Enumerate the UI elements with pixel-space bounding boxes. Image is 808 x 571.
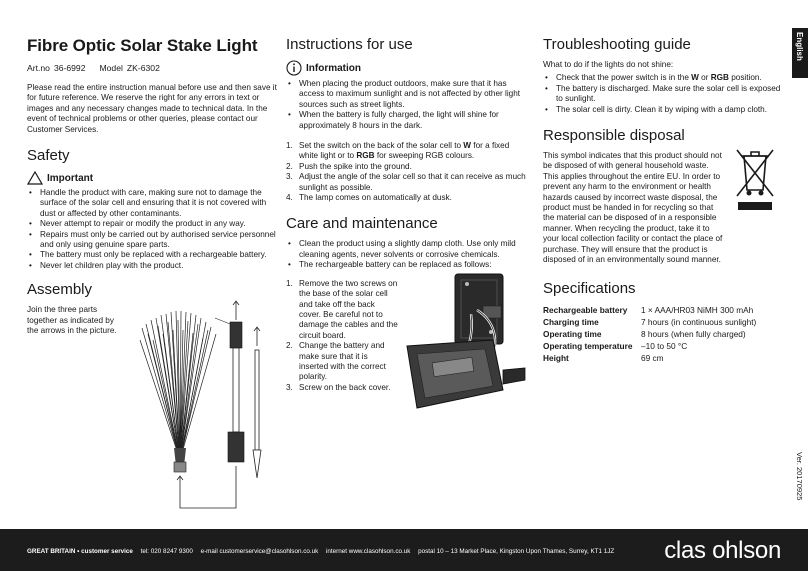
article-number: Art.no 36-6992 Model ZK-6302 xyxy=(27,63,160,73)
list-item: • When the battery is fully charged, the light will shine for approximately 8 hours in the dark. xyxy=(286,110,529,131)
footer-bar xyxy=(0,529,808,571)
list-item: 2. Push the spike into the ground. xyxy=(286,161,412,171)
care-list xyxy=(286,239,529,270)
important-subheading: Important xyxy=(27,171,277,185)
safety-heading: Safety xyxy=(27,147,70,165)
table-row: Charging time 7 hours (in continuous sunlight) xyxy=(543,316,757,327)
list-item: • Repairs must only be carried out by authorised service personnel and only using genuine spare parts. xyxy=(27,230,277,251)
info-circle-icon xyxy=(286,60,302,76)
list-item: • Handle the product with care, making sure not to damage the surface of the solar cell and ensuring that it is not covered with dust or affected by other contaminants. xyxy=(27,188,277,219)
list-item: 4. The lamp comes on automatically at dusk. xyxy=(286,193,452,203)
crossed-bin-weee-icon xyxy=(735,146,775,212)
assembly-heading: Assembly xyxy=(27,281,93,299)
disposal-heading: Responsible disposal xyxy=(543,127,685,145)
troubleshooting-list xyxy=(543,73,783,115)
assembly-text: Join the three parts together as indicated by the arrows in the picture. xyxy=(27,305,117,336)
care-steps xyxy=(286,279,398,393)
footer-email[interactable]: e-mail customerservice@clasohlson.co.uk xyxy=(200,548,319,555)
list-item: • Never attempt to repair or modify the product in any way. xyxy=(27,219,277,229)
intro-text: Please read the entire instruction manual before use and then save it for future reference. We reserve the right for any errors in text or images and any necessary changes made to technical data. In the event of technical problems or other queries, please contact our Customer Services. xyxy=(27,83,277,134)
fiber-optic-assembly-illustration xyxy=(138,300,268,522)
solar-cell-battery-illustration xyxy=(403,270,533,412)
warning-triangle-icon xyxy=(27,171,43,185)
version-label: Ver. 20170925 xyxy=(795,452,804,501)
list-item: • When placing the product outdoors, make sure that it has access to maximum sunlight and is not affected by other light sources such as street lights. xyxy=(286,79,529,110)
care-heading: Care and maintenance xyxy=(286,215,438,233)
table-row: Rechargeable battery 1 × AAA/HR03 NiMH 300 mAh xyxy=(543,304,754,315)
list-item: 2. Change the battery and make sure that it is inserted with the correct polarity. xyxy=(286,341,386,382)
list-item: • The battery is discharged. Make sure the solar cell is exposed to sunlight. xyxy=(543,84,783,105)
footer-internet[interactable]: internet www.clasohlson.co.uk xyxy=(326,548,411,555)
list-item: • Never let children play with the product. xyxy=(27,261,277,271)
safety-list xyxy=(27,188,277,271)
column-left xyxy=(27,36,277,337)
language-tab: English xyxy=(792,28,808,78)
table-row: Operating temperature –10 to 50 °C xyxy=(543,340,688,351)
list-item: 3. Adjust the angle of the solar cell so that it can receive as much sunlight as possible. xyxy=(286,172,526,192)
list-item: 1. Remove the two screws on the base of the solar cell and take off the back cover. Be careful not to damage the cables and the circuit board. xyxy=(286,278,398,340)
table-row: Height 69 cm xyxy=(543,352,664,363)
troubleshooting-heading: Troubleshooting guide xyxy=(543,36,691,53)
list-item: • Clean the product using a slightly damp cloth. Use only mild cleaning agents, never solvents or corrosive chemicals. xyxy=(286,239,529,260)
instructions-heading: Instructions for use xyxy=(286,36,413,53)
specs-table xyxy=(543,304,756,364)
specs-heading: Specifications xyxy=(543,279,636,297)
list-item: • The rechargeable battery can be replaced as follows: xyxy=(286,260,529,270)
brand-logo: clas ohlson xyxy=(664,537,781,564)
footer-tel[interactable]: tel: 020 8247 9300 xyxy=(140,548,193,555)
troubleshooting-intro: What to do if the lights do not shine: xyxy=(543,60,674,69)
info-list xyxy=(286,79,529,131)
list-item: • The battery must only be replaced with a rechargeable battery. xyxy=(27,250,277,260)
list-item: • The solar cell is dirty. Clean it by wiping with a damp cloth. xyxy=(543,105,783,115)
footer-postal: postal 10 – 13 Market Place, Kingston Upon Thames, Surrey, KT1 1JZ xyxy=(418,548,615,555)
list-item: 3. Screw on the back cover. xyxy=(286,382,391,392)
information-subheading: Information xyxy=(286,60,529,76)
list-item: • Check that the power switch is in the W or RGB position. xyxy=(543,73,783,83)
table-row: Operating time 8 hours (when fully charged) xyxy=(543,328,746,339)
footer-contact: GREAT BRITAIN • customer service tel: 020 8247 9300 e-mail customerservice@clasohlson.co.uk internet www.clasohlson.co.uk postal 10 – 13 Market Place, Kingston Upon Thames, Surrey, KT1 1JZ xyxy=(27,548,615,555)
disposal-text: This symbol indicates that this product should not be disposed of with general household waste. This applies throughout the entire EU. In order to prevent any harm to the environment or health hazards caused by incorrect waste disposal, the product must be handed in for recycling so that the material can be disposed of in a responsible manner. When recycling the product, take it to your local collection facility or contact the place of purchase. They will ensure that the product is disposed of in an environmentally sound manner. xyxy=(543,151,723,265)
page-title: Fibre Optic Solar Stake Light xyxy=(27,36,258,55)
list-item: 1. Set the switch on the back of the solar cell to W for a fixed white light or to RGB for sweeping RGB colours. xyxy=(286,141,510,161)
instructions-steps xyxy=(286,141,529,203)
